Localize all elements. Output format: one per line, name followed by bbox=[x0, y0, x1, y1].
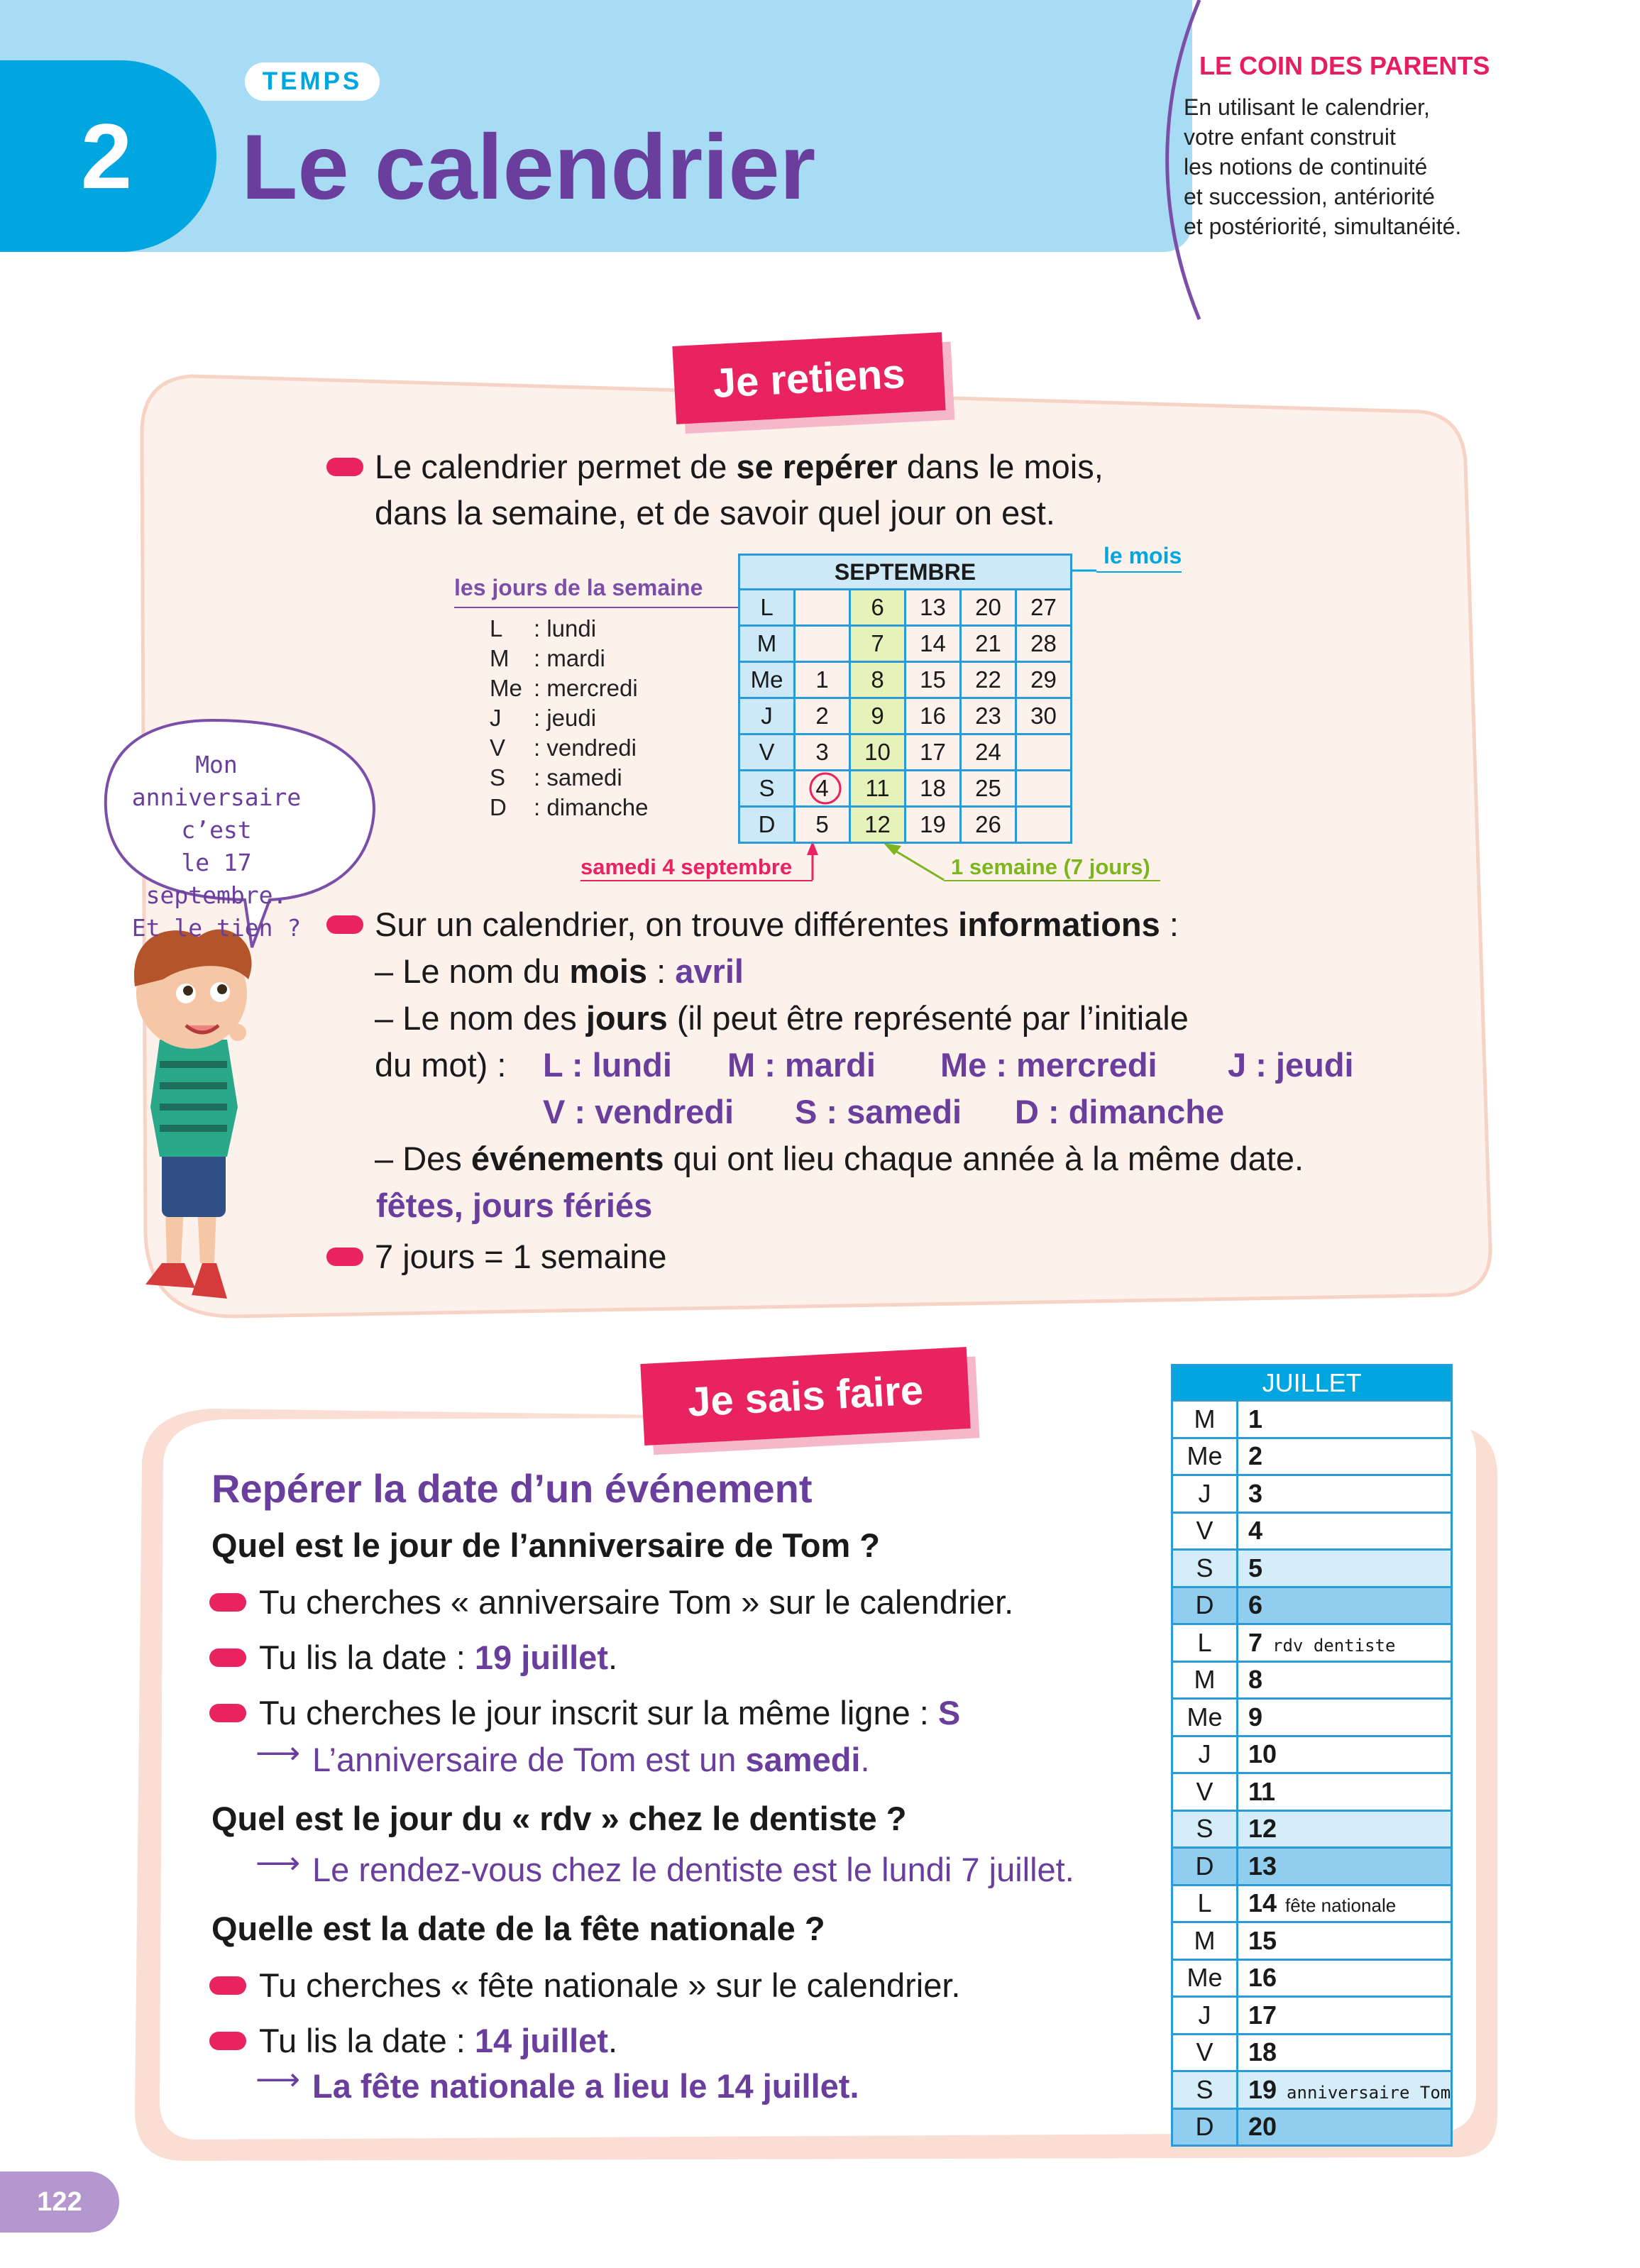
july-date-number: 5 bbox=[1248, 1553, 1263, 1582]
july-row bbox=[1172, 1773, 1452, 1811]
september-date-cell: 29 bbox=[1016, 662, 1072, 698]
september-date-cell: 20 bbox=[961, 590, 1016, 626]
text-bold: samedi bbox=[745, 1741, 861, 1778]
text-span: Tu lis la date : bbox=[259, 2022, 475, 2059]
july-day-abbr: S bbox=[1172, 1810, 1238, 1848]
july-day-abbr: V bbox=[1172, 1773, 1238, 1811]
july-day-abbr: L bbox=[1172, 1885, 1238, 1922]
july-row bbox=[1172, 1438, 1452, 1475]
text-span: – Le nom du bbox=[375, 952, 570, 990]
september-row bbox=[739, 734, 1072, 771]
legend-text: : vendredi bbox=[534, 734, 637, 761]
day-name-example: V : vendredi bbox=[543, 1093, 734, 1130]
september-day-abbr: L bbox=[739, 590, 795, 626]
july-day-abbr: S bbox=[1172, 1550, 1238, 1587]
q1-step-3 bbox=[259, 1690, 960, 1736]
july-date-cell bbox=[1238, 1885, 1452, 1922]
july-date-cell bbox=[1238, 2108, 1452, 2146]
july-date-cell bbox=[1238, 1773, 1452, 1811]
july-date-cell bbox=[1238, 1736, 1452, 1773]
july-date-number: 18 bbox=[1248, 2037, 1277, 2067]
question-1: Quel est le jour de l’anniversaire de Tom ? bbox=[211, 1526, 881, 1564]
arrow-right-icon: ⟶ bbox=[255, 1846, 301, 1881]
july-event-note: fête nationale bbox=[1285, 1895, 1397, 1917]
july-date-cell bbox=[1238, 1550, 1452, 1587]
legend-row bbox=[490, 763, 648, 793]
july-date-number: 1 bbox=[1248, 1404, 1263, 1433]
page-title: Le calendrier bbox=[241, 115, 816, 219]
july-day-abbr: J bbox=[1172, 1475, 1238, 1513]
september-date-cell bbox=[795, 590, 850, 626]
legend-text: : mercredi bbox=[534, 675, 638, 701]
september-date-cell bbox=[1016, 771, 1072, 807]
july-date-number: 9 bbox=[1248, 1702, 1263, 1732]
july-date-number: 15 bbox=[1248, 1925, 1277, 1955]
july-date-number: 11 bbox=[1248, 1776, 1276, 1806]
july-day-abbr: D bbox=[1172, 2108, 1238, 2146]
september-date-cell: 11 bbox=[850, 771, 906, 807]
july-date-number: 7 bbox=[1248, 1627, 1263, 1657]
text-span: – Le nom des bbox=[375, 999, 586, 1037]
july-date-number: 3 bbox=[1248, 1478, 1263, 1508]
legend-abbr: D bbox=[490, 794, 507, 820]
july-date-cell bbox=[1238, 1810, 1452, 1848]
july-row bbox=[1172, 1401, 1452, 1438]
legend-text: : dimanche bbox=[534, 794, 649, 820]
september-date-cell: 30 bbox=[1016, 698, 1072, 734]
july-row bbox=[1172, 1922, 1452, 1960]
speech-bubble-text bbox=[114, 749, 319, 945]
bullet-icon bbox=[209, 2032, 246, 2050]
july-date-cell bbox=[1238, 1959, 1452, 1997]
july-date-number: 6 bbox=[1248, 1590, 1263, 1620]
september-date-cell: 28 bbox=[1016, 626, 1072, 662]
july-date-cell bbox=[1238, 1699, 1452, 1736]
legend-row bbox=[490, 673, 648, 703]
label-une-semaine: 1 semaine (7 jours) bbox=[951, 854, 1150, 879]
legend-abbr: L bbox=[490, 615, 503, 642]
september-date-cell: 10 bbox=[850, 734, 906, 771]
july-day-abbr: S bbox=[1172, 2071, 1238, 2109]
july-header: JUILLET bbox=[1172, 1365, 1452, 1401]
september-date-cell bbox=[795, 626, 850, 662]
september-date-cell: 16 bbox=[906, 698, 961, 734]
text-span: Le calendrier permet de bbox=[375, 448, 737, 485]
september-date-cell: 19 bbox=[906, 807, 961, 843]
july-row bbox=[1172, 1848, 1452, 1886]
september-row bbox=[739, 807, 1072, 843]
september-day-abbr: S bbox=[739, 771, 795, 807]
july-row bbox=[1172, 1661, 1452, 1699]
july-row bbox=[1172, 1624, 1452, 1662]
retiens-intro-line-1 bbox=[375, 444, 1104, 490]
day-name-example: J : jeudi bbox=[1228, 1046, 1354, 1084]
september-day-abbr: V bbox=[739, 734, 795, 771]
july-date-cell bbox=[1238, 1848, 1452, 1886]
july-date-number: 2 bbox=[1248, 1441, 1263, 1471]
september-date-cell: 17 bbox=[906, 734, 961, 771]
september-date-cell: 15 bbox=[906, 662, 961, 698]
july-day-abbr: L bbox=[1172, 1624, 1238, 1662]
july-event-note: anniversaire Tom bbox=[1287, 2082, 1451, 2103]
legend-row bbox=[490, 644, 648, 673]
september-date-cell: 25 bbox=[961, 771, 1016, 807]
july-date-number: 14 bbox=[1248, 1888, 1277, 1918]
legend-text: : lundi bbox=[534, 615, 597, 642]
september-day-abbr: D bbox=[739, 807, 795, 843]
text-bold: événements bbox=[470, 1140, 664, 1177]
text-span: – Des bbox=[375, 1140, 471, 1177]
info-jours-cont: du mot) : bbox=[375, 1046, 507, 1084]
july-row bbox=[1172, 2108, 1452, 2146]
question-2: Quel est le jour du « rdv » chez le dentiste ? bbox=[211, 1800, 907, 1837]
bullet-icon bbox=[326, 458, 363, 476]
day-name-example: M : mardi bbox=[727, 1046, 876, 1084]
july-day-abbr: V bbox=[1172, 2034, 1238, 2071]
arrow-right-icon: ⟶ bbox=[255, 2062, 301, 2097]
july-date-cell bbox=[1238, 1624, 1452, 1662]
text-span: (il peut être représenté par l’initiale bbox=[667, 999, 1189, 1037]
label-samedi-4: samedi 4 septembre bbox=[580, 854, 793, 879]
july-date-cell bbox=[1238, 1438, 1452, 1475]
bullet-icon bbox=[209, 1976, 246, 1995]
q3-answer: La fête nationale a lieu le 14 juillet. bbox=[312, 2067, 859, 2105]
legend-abbr: Me bbox=[490, 675, 522, 701]
september-day-abbr: M bbox=[739, 626, 795, 662]
july-date-number: 8 bbox=[1248, 1665, 1263, 1695]
july-day-abbr: Me bbox=[1172, 1959, 1238, 1997]
july-day-abbr: M bbox=[1172, 1401, 1238, 1438]
july-date-number: 17 bbox=[1248, 2000, 1277, 2030]
july-day-abbr: J bbox=[1172, 1736, 1238, 1773]
day-name-example: Me : mercredi bbox=[940, 1046, 1157, 1084]
bullet-icon bbox=[326, 915, 363, 934]
july-row bbox=[1172, 1885, 1452, 1922]
q2-answer: Le rendez-vous chez le dentiste est le lundi 7 juillet. bbox=[312, 1851, 1074, 1888]
september-date-cell: 26 bbox=[961, 807, 1016, 843]
sais-faire-subhead: Repérer la date d’un événement bbox=[211, 1466, 813, 1511]
text-bold: jours bbox=[585, 999, 668, 1037]
text-span: L’anniversaire de Tom est un bbox=[312, 1741, 746, 1778]
text-span: . bbox=[607, 1639, 618, 1676]
july-row bbox=[1172, 1997, 1452, 2035]
july-row bbox=[1172, 2034, 1452, 2071]
q1-step-1: Tu cherches « anniversaire Tom » sur le calendrier. bbox=[259, 1583, 1014, 1621]
text-span: . bbox=[607, 2022, 618, 2059]
legend-row bbox=[490, 703, 648, 733]
september-date-cell: 23 bbox=[961, 698, 1016, 734]
text-span: dans le mois, bbox=[897, 448, 1104, 485]
september-row bbox=[739, 590, 1072, 626]
july-row bbox=[1172, 1699, 1452, 1736]
july-date-cell bbox=[1238, 2034, 1452, 2071]
september-row bbox=[739, 626, 1072, 662]
july-day-abbr: V bbox=[1172, 1512, 1238, 1550]
september-date-cell: 22 bbox=[961, 662, 1016, 698]
september-row bbox=[739, 771, 1072, 807]
september-date-cell: 1 bbox=[795, 662, 850, 698]
september-date-cell: 4 bbox=[795, 771, 850, 807]
days-legend bbox=[490, 614, 648, 822]
week-rule: 7 jours = 1 semaine bbox=[375, 1238, 667, 1275]
july-date-number: 10 bbox=[1248, 1739, 1277, 1769]
bubble-line: c’est bbox=[181, 816, 252, 844]
parents-line: et postériorité, simultanéité. bbox=[1184, 214, 1462, 239]
info-evenements bbox=[375, 1135, 1304, 1182]
september-body bbox=[739, 590, 1072, 843]
legend-row bbox=[490, 793, 648, 822]
july-date-cell bbox=[1238, 1401, 1452, 1438]
july-row bbox=[1172, 1810, 1452, 1848]
text-span: . bbox=[860, 1741, 870, 1778]
july-row bbox=[1172, 1736, 1452, 1773]
category-pill: TEMPS bbox=[245, 62, 380, 101]
september-date-cell: 27 bbox=[1016, 590, 1072, 626]
september-date-cell bbox=[1016, 734, 1072, 771]
text-span: Sur un calendrier, on trouve différentes bbox=[375, 905, 959, 943]
text-span: : bbox=[1160, 905, 1179, 943]
retiens-intro-line-2: dans la semaine, et de savoir quel jour on est. bbox=[375, 494, 1055, 532]
bullet-icon bbox=[209, 1593, 246, 1612]
day-name-example: S : samedi bbox=[795, 1093, 962, 1130]
q3-step-2 bbox=[259, 2017, 617, 2064]
bullet-icon bbox=[326, 1248, 363, 1266]
july-date-number: 13 bbox=[1248, 1851, 1277, 1881]
september-date-cell: 3 bbox=[795, 734, 850, 771]
text-span: Tu lis la date : bbox=[259, 1639, 475, 1676]
july-date-number: 20 bbox=[1248, 2112, 1277, 2142]
july-day-abbr: D bbox=[1172, 1587, 1238, 1624]
label-le-mois: le mois bbox=[1104, 543, 1182, 568]
label-jours-semaine: les jours de la semaine bbox=[454, 575, 703, 600]
example-evenements: fêtes, jours fériés bbox=[376, 1187, 653, 1224]
july-event-note: rdv dentiste bbox=[1272, 1635, 1396, 1656]
parents-line: En utilisant le calendrier, bbox=[1184, 94, 1430, 120]
date-highlight: 19 juillet bbox=[474, 1639, 608, 1676]
july-day-abbr: Me bbox=[1172, 1438, 1238, 1475]
july-day-abbr: J bbox=[1172, 1997, 1238, 2035]
july-row bbox=[1172, 2071, 1452, 2109]
chapter-number: 2 bbox=[80, 104, 133, 208]
section-tag-je-retiens: Je retiens bbox=[672, 332, 945, 424]
september-day-abbr: Me bbox=[739, 662, 795, 698]
day-name-example: D : dimanche bbox=[1015, 1093, 1225, 1130]
july-row bbox=[1172, 1550, 1452, 1587]
july-date-cell bbox=[1238, 1512, 1452, 1550]
july-date-cell bbox=[1238, 2071, 1452, 2109]
question-3: Quelle est la date de la fête nationale ? bbox=[211, 1910, 825, 1947]
july-row bbox=[1172, 1475, 1452, 1513]
july-day-abbr: D bbox=[1172, 1848, 1238, 1886]
july-day-abbr: M bbox=[1172, 1661, 1238, 1699]
legend-abbr: M bbox=[490, 645, 510, 671]
bullet-icon bbox=[209, 1648, 246, 1667]
parents-line: les notions de continuité bbox=[1184, 154, 1428, 180]
july-day-abbr: Me bbox=[1172, 1699, 1238, 1736]
bubble-line: le 17 septembre. bbox=[145, 849, 287, 909]
info-jours bbox=[375, 995, 1189, 1042]
text-span: qui ont lieu chaque année à la même date. bbox=[664, 1140, 1304, 1177]
q3-step-1: Tu cherches « fête nationale » sur le calendrier. bbox=[259, 1966, 961, 2004]
text-bold: mois bbox=[569, 952, 648, 990]
q1-step-2 bbox=[259, 1634, 617, 1681]
july-row bbox=[1172, 1959, 1452, 1997]
july-date-cell bbox=[1238, 1661, 1452, 1699]
legend-text: : mardi bbox=[534, 645, 605, 671]
parents-line: et succession, antériorité bbox=[1184, 184, 1435, 209]
legend-row bbox=[490, 733, 648, 763]
september-calendar bbox=[738, 554, 1072, 844]
july-calendar bbox=[1171, 1364, 1453, 2147]
september-date-cell: 21 bbox=[961, 626, 1016, 662]
text-bold: informations bbox=[958, 905, 1160, 943]
july-date-number: 12 bbox=[1248, 1814, 1277, 1844]
september-date-cell: 2 bbox=[795, 698, 850, 734]
info-intro bbox=[375, 901, 1179, 948]
info-mois bbox=[375, 948, 744, 995]
september-date-cell: 12 bbox=[850, 807, 906, 843]
september-header: SEPTEMBRE bbox=[739, 555, 1072, 590]
section-tag-je-sais-faire: Je sais faire bbox=[640, 1347, 970, 1446]
september-date-cell: 6 bbox=[850, 590, 906, 626]
legend-abbr: V bbox=[490, 734, 506, 761]
september-date-cell: 13 bbox=[906, 590, 961, 626]
september-date-cell: 8 bbox=[850, 662, 906, 698]
parents-corner-title: LE COIN DES PARENTS bbox=[1199, 51, 1490, 80]
september-date-cell bbox=[1016, 807, 1072, 843]
september-date-cell: 7 bbox=[850, 626, 906, 662]
text-bold: se repérer bbox=[736, 448, 898, 485]
bubble-line: Mon anniversaire bbox=[131, 751, 302, 811]
july-date-cell bbox=[1238, 1922, 1452, 1960]
july-day-abbr: M bbox=[1172, 1922, 1238, 1960]
july-body bbox=[1172, 1401, 1452, 2146]
september-row bbox=[739, 662, 1072, 698]
july-date-cell bbox=[1238, 1587, 1452, 1624]
page-number: 122 bbox=[0, 2171, 119, 2233]
text-span: Tu cherches le jour inscrit sur la même ligne : bbox=[259, 1694, 938, 1732]
bullet-icon bbox=[209, 1704, 246, 1722]
september-date-cell: 9 bbox=[850, 698, 906, 734]
example-mois: avril bbox=[675, 952, 744, 990]
legend-abbr: S bbox=[490, 764, 506, 791]
parents-line: votre enfant construit bbox=[1184, 124, 1396, 150]
legend-abbr: J bbox=[490, 705, 502, 731]
legend-row bbox=[490, 614, 648, 644]
july-date-cell bbox=[1238, 1475, 1452, 1513]
q1-answer bbox=[312, 1736, 870, 1783]
arrow-right-icon: ⟶ bbox=[255, 1736, 301, 1771]
september-date-cell: 18 bbox=[906, 771, 961, 807]
july-row bbox=[1172, 1512, 1452, 1550]
september-date-cell: 24 bbox=[961, 734, 1016, 771]
legend-text: : samedi bbox=[534, 764, 622, 791]
text-span: : bbox=[647, 952, 676, 990]
july-date-number: 19 bbox=[1248, 2074, 1277, 2104]
september-date-cell: 5 bbox=[795, 807, 850, 843]
july-date-number: 16 bbox=[1248, 1963, 1277, 1993]
day-highlight: S bbox=[937, 1694, 961, 1732]
september-day-abbr: J bbox=[739, 698, 795, 734]
september-date-cell: 14 bbox=[906, 626, 961, 662]
july-date-number: 4 bbox=[1248, 1516, 1263, 1546]
july-row bbox=[1172, 1587, 1452, 1624]
july-date-cell bbox=[1238, 1997, 1452, 2035]
day-name-example: L : lundi bbox=[543, 1046, 672, 1084]
legend-text: : jeudi bbox=[534, 705, 597, 731]
date-highlight: 14 juillet bbox=[474, 2022, 608, 2059]
bubble-line: Et le tien ? bbox=[131, 914, 302, 942]
september-row bbox=[739, 698, 1072, 734]
